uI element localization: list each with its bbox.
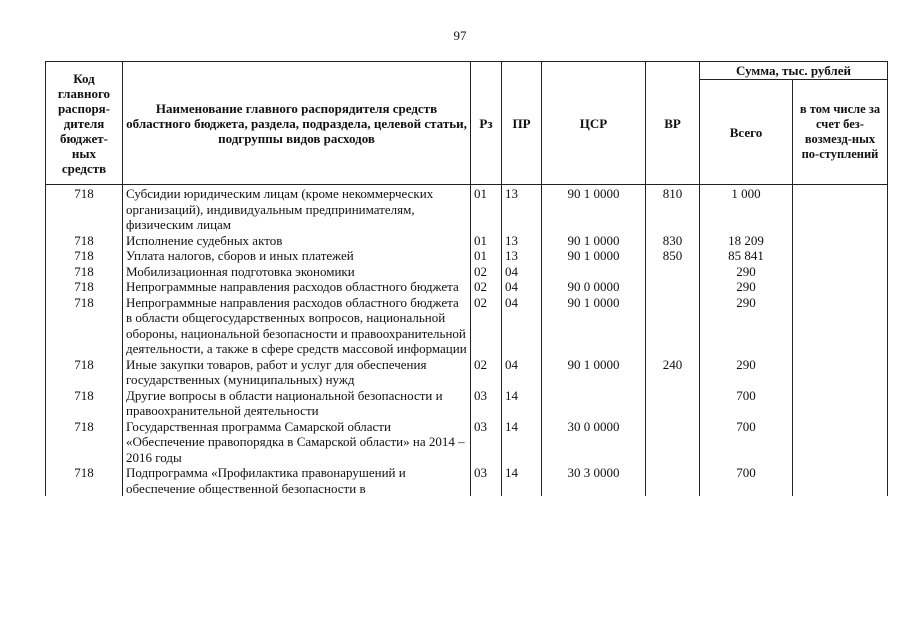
cell-csr: [542, 388, 646, 419]
cell-csr: [542, 264, 646, 280]
cell-vr: 240: [646, 357, 700, 388]
cell-code: 718: [46, 419, 123, 466]
cell-free: [793, 295, 888, 357]
table-row: [46, 419, 888, 466]
cell-name: Иные закупки товаров, работ и услуг для обеспечения государственных (муниципальных) нужд: [123, 357, 471, 388]
cell-rz: 03: [471, 388, 502, 419]
cell-rz: 02: [471, 264, 502, 280]
cell-code: 718: [46, 279, 123, 295]
cell-rz: 01: [471, 248, 502, 264]
cell-total: 85 841: [700, 248, 793, 264]
cell-csr: 90 1 0000: [542, 295, 646, 357]
table-row: [46, 357, 888, 388]
cell-csr: 30 3 0000: [542, 465, 646, 496]
header-rz: Рз: [471, 62, 502, 185]
cell-vr: 850: [646, 248, 700, 264]
cell-pr: 14: [502, 419, 542, 466]
table-row: [46, 465, 888, 496]
cell-code: 718: [46, 465, 123, 496]
cell-pr: 04: [502, 295, 542, 357]
header-sum: Сумма, тыс. рублей: [700, 62, 888, 80]
cell-free: [793, 264, 888, 280]
cell-pr: 04: [502, 264, 542, 280]
cell-pr: 14: [502, 465, 542, 496]
cell-name: Непрограммные направления расходов областного бюджета: [123, 279, 471, 295]
cell-total: 1 000: [700, 185, 793, 233]
cell-csr: 90 1 0000: [542, 233, 646, 249]
header-code: Код главного распоря-дителя бюджет-ных средств: [46, 62, 123, 185]
cell-pr: 14: [502, 388, 542, 419]
header-csr: ЦСР: [542, 62, 646, 185]
cell-csr: 90 1 0000: [542, 248, 646, 264]
cell-name: Субсидии юридическим лицам (кроме некоммерческих организаций), индивидуальным предпринимателям, физическим лицам: [123, 185, 471, 233]
cell-csr: 30 0 0000: [542, 419, 646, 466]
cell-csr: 90 1 0000: [542, 357, 646, 388]
cell-rz: 01: [471, 185, 502, 233]
cell-total: 18 209: [700, 233, 793, 249]
table-row: [46, 388, 888, 419]
cell-rz: 03: [471, 419, 502, 466]
cell-rz: 02: [471, 279, 502, 295]
cell-pr: 04: [502, 279, 542, 295]
cell-code: 718: [46, 295, 123, 357]
cell-name: Мобилизационная подготовка экономики: [123, 264, 471, 280]
table-row: [46, 295, 888, 357]
cell-free: [793, 388, 888, 419]
cell-vr: [646, 279, 700, 295]
cell-total: 290: [700, 295, 793, 357]
cell-code: 718: [46, 185, 123, 233]
cell-free: [793, 233, 888, 249]
table-row: [46, 264, 888, 280]
cell-vr: [646, 419, 700, 466]
cell-free: [793, 248, 888, 264]
cell-code: 718: [46, 388, 123, 419]
cell-free: [793, 357, 888, 388]
table-row: [46, 279, 888, 295]
table-body: [46, 185, 888, 497]
page-number: 97: [453, 28, 467, 43]
cell-code: 718: [46, 233, 123, 249]
cell-total: 290: [700, 264, 793, 280]
cell-pr: 13: [502, 185, 542, 233]
cell-rz: 02: [471, 357, 502, 388]
cell-pr: 13: [502, 248, 542, 264]
cell-vr: [646, 264, 700, 280]
cell-code: 718: [46, 248, 123, 264]
cell-total: 700: [700, 465, 793, 496]
cell-vr: [646, 295, 700, 357]
cell-vr: 810: [646, 185, 700, 233]
header-name: Наименование главного распорядителя средств областного бюджета, раздела, подраздела, целевой статьи, подгруппы видов расходов: [123, 62, 471, 185]
header-total: Всего: [700, 80, 793, 185]
header-pr: ПР: [502, 62, 542, 185]
cell-name: Государственная программа Самарской области «Обеспечение правопорядка в Самарской области» на 2014 – 2016 годы: [123, 419, 471, 466]
header-free: в том числе за счет без-возмезд-ных по-ступлений: [793, 80, 888, 185]
cell-name: Исполнение судебных актов: [123, 233, 471, 249]
cell-total: 290: [700, 357, 793, 388]
cell-free: [793, 185, 888, 233]
cell-code: 718: [46, 357, 123, 388]
cell-name: Другие вопросы в области национальной безопасности и правоохранительной деятельности: [123, 388, 471, 419]
cell-free: [793, 419, 888, 466]
cell-pr: 04: [502, 357, 542, 388]
cell-free: [793, 465, 888, 496]
cell-csr: 90 0 0000: [542, 279, 646, 295]
table-row: [46, 233, 888, 249]
cell-vr: [646, 465, 700, 496]
cell-total: 700: [700, 388, 793, 419]
cell-pr: 13: [502, 233, 542, 249]
table-header: [46, 62, 888, 185]
cell-rz: 01: [471, 233, 502, 249]
cell-total: 290: [700, 279, 793, 295]
cell-csr: 90 1 0000: [542, 185, 646, 233]
table-row: [46, 185, 888, 233]
cell-vr: 830: [646, 233, 700, 249]
header-vr: ВР: [646, 62, 700, 185]
budget-table: [45, 61, 888, 496]
cell-name: Подпрограмма «Профилактика правонарушений и обеспечение общественной безопасности в: [123, 465, 471, 496]
table-row: [46, 248, 888, 264]
cell-name: Уплата налогов, сборов и иных платежей: [123, 248, 471, 264]
cell-name: Непрограммные направления расходов областного бюджета в области общегосударственных вопросов, национальной обороны, национальной безопасности и правоохранительной деятельности, а также в сфере средств массовой информации: [123, 295, 471, 357]
cell-code: 718: [46, 264, 123, 280]
cell-rz: 02: [471, 295, 502, 357]
budget-table-container: [45, 61, 887, 496]
cell-free: [793, 279, 888, 295]
cell-rz: 03: [471, 465, 502, 496]
cell-total: 700: [700, 419, 793, 466]
cell-vr: [646, 388, 700, 419]
